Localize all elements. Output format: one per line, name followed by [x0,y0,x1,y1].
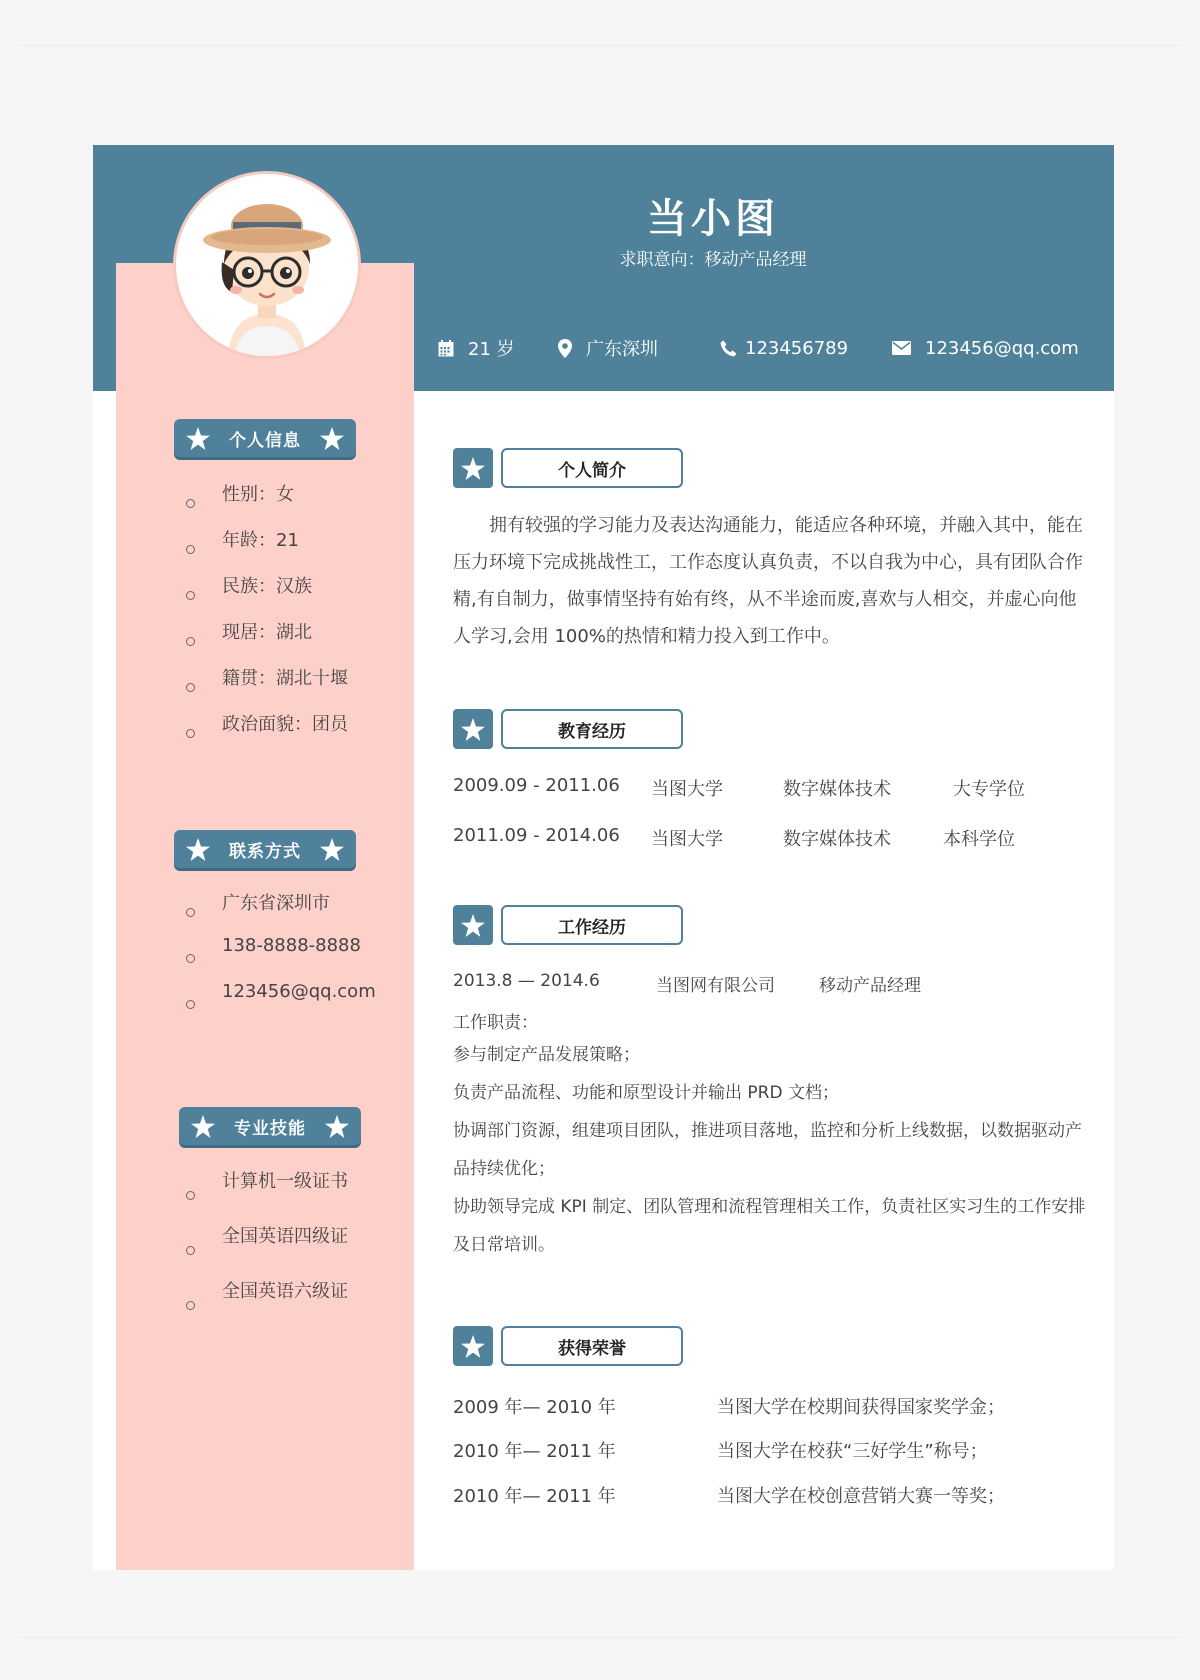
section-title-personal-info [174,419,356,457]
location-pin-icon [558,339,572,358]
bullet-icon [186,1191,195,1200]
list-item [186,1277,348,1332]
education-school: 当图大学 [651,779,723,800]
skills-list [186,1167,348,1332]
star-icon [320,427,344,450]
avatar-illustration [176,174,358,356]
list-item [186,981,376,1027]
personal-info-residence: 现居：湖北 [222,622,312,643]
contact-email [892,336,1079,360]
star-icon [461,718,485,741]
duty-list [453,1036,1088,1264]
star-badge [453,1326,493,1366]
contact-location [558,336,658,360]
personal-info-title: 个人信息 [229,430,301,451]
honor-period: 2010 年— 2011 年 [453,1486,616,1507]
skill-item: 全国英语四级证 [222,1226,348,1247]
personal-info-hometown: 籍贯：湖北十堰 [222,668,348,689]
honor-text: 当图大学在校期间获得国家奖学金； [717,1397,1005,1418]
bullet-icon [186,499,195,508]
honor-period: 2009 年— 2010 年 [453,1397,616,1418]
contact-email-text: 123456@qq.com [925,337,1079,359]
contact-address: 广东省深圳市 [222,893,330,914]
intro-title: 个人简介 [501,448,683,488]
honor-text: 当图大学在校创意营销大赛一等奖； [717,1486,1005,1507]
bullet-icon [186,1301,195,1310]
personal-info-political: 政治面貌：团员 [222,714,348,735]
intro-text: 拥有较强的学习能力及表达沟通能力，能适应各种环境，并融入其中，能在压力环境下完成挑战性工，工作态度认真负责，不以自我为中心，具有团队合作精,有自制力，做事情坚持有始有终，从不半途而废,喜欢与人相交，并虚心向他人学习,会用 100%的热情和精力投入到工作中。 [453,515,1083,647]
star-icon [461,457,485,480]
contact-age-text: 21 岁 [468,339,515,360]
bullet-icon [186,545,195,554]
star-badge [453,448,493,488]
education-period: 2011.09 - 2014.06 [453,825,620,846]
education-degree: 大专学位 [953,779,1025,800]
skills-title: 专业技能 [234,1118,306,1139]
calendar-icon [438,340,454,357]
personal-info-ethnicity: 民族：汉族 [222,576,312,597]
resume-page [93,145,1114,1570]
section-title-skills [179,1107,361,1145]
bottom-divider [17,1637,1183,1638]
work-period: 2013.8 — 2014.6 [453,971,600,991]
star-icon [461,914,485,937]
star-icon [191,1115,215,1138]
candidate-name: 当小图 [647,196,779,242]
star-icon [320,838,344,861]
work-title: 工作经历 [501,905,683,945]
star-badge [453,709,493,749]
work-company: 当图网有限公司 [656,976,775,996]
education-school: 当图大学 [651,829,723,850]
list-item [186,664,348,710]
star-icon [461,1335,485,1358]
contact-age [438,336,515,360]
star-icon [186,838,210,861]
star-icon [325,1115,349,1138]
contact-mobile: 138-8888-8888 [222,935,361,956]
honor-period: 2010 年— 2011 年 [453,1441,616,1462]
list-item [186,889,376,935]
contact-location-text: 广东深圳 [586,339,658,360]
list-item [186,1167,348,1222]
list-item [186,572,348,618]
bullet-icon [186,1246,195,1255]
star-icon [186,427,210,450]
list-item [186,1222,348,1277]
bullet-icon [186,637,195,646]
contact-mail: 123456@qq.com [222,981,376,1002]
duty-label: 工作职责： [453,1013,538,1033]
education-title: 教育经历 [501,709,683,749]
skill-item: 全国英语六级证 [222,1281,348,1302]
education-degree: 本科学位 [943,829,1015,850]
personal-info-age: 年龄：21 [222,530,299,551]
avatar [173,171,361,359]
section-title-contact [174,830,356,868]
bullet-icon [186,1000,195,1009]
mail-icon [892,341,911,355]
list-item: 参与制定产品发展策略； [453,1045,640,1065]
personal-info-list [186,480,348,756]
list-item: 协助领导完成 KPI 制定、团队管理和流程管理相关工作，负责社区实习生的工作安排及日常培训。 [453,1197,1086,1255]
education-period: 2009.09 - 2011.06 [453,775,620,796]
education-major: 数字媒体技术 [783,829,891,850]
contact-phone-text: 123456789 [745,337,849,359]
job-intention: 求职意向：移动产品经理 [619,250,807,270]
personal-info-gender: 性别：女 [222,484,294,505]
list-item [186,935,376,981]
bullet-icon [186,908,195,917]
honor-text: 当图大学在校获“三好学生”称号； [717,1441,988,1462]
list-item [186,710,348,756]
contact-phone [720,336,848,360]
education-major: 数字媒体技术 [783,779,891,800]
skill-item: 计算机一级证书 [222,1171,348,1192]
bullet-icon [186,591,195,600]
list-item: 协调部门资源，组建项目团队，推进项目落地，监控和分析上线数据，以数据驱动产品持续优化； [453,1121,1082,1179]
list-item [186,526,348,572]
phone-icon [720,340,737,357]
list-item [186,618,348,664]
bullet-icon [186,683,195,692]
bullet-icon [186,954,195,963]
star-badge [453,905,493,945]
list-item [186,480,348,526]
bullet-icon [186,729,195,738]
contact-list [186,889,376,1027]
honors-title: 获得荣誉 [501,1326,683,1366]
top-divider [17,45,1183,46]
contact-title: 联系方式 [229,841,301,862]
work-position: 移动产品经理 [819,976,921,996]
list-item: 负责产品流程、功能和原型设计并输出 PRD 文档； [453,1083,839,1103]
